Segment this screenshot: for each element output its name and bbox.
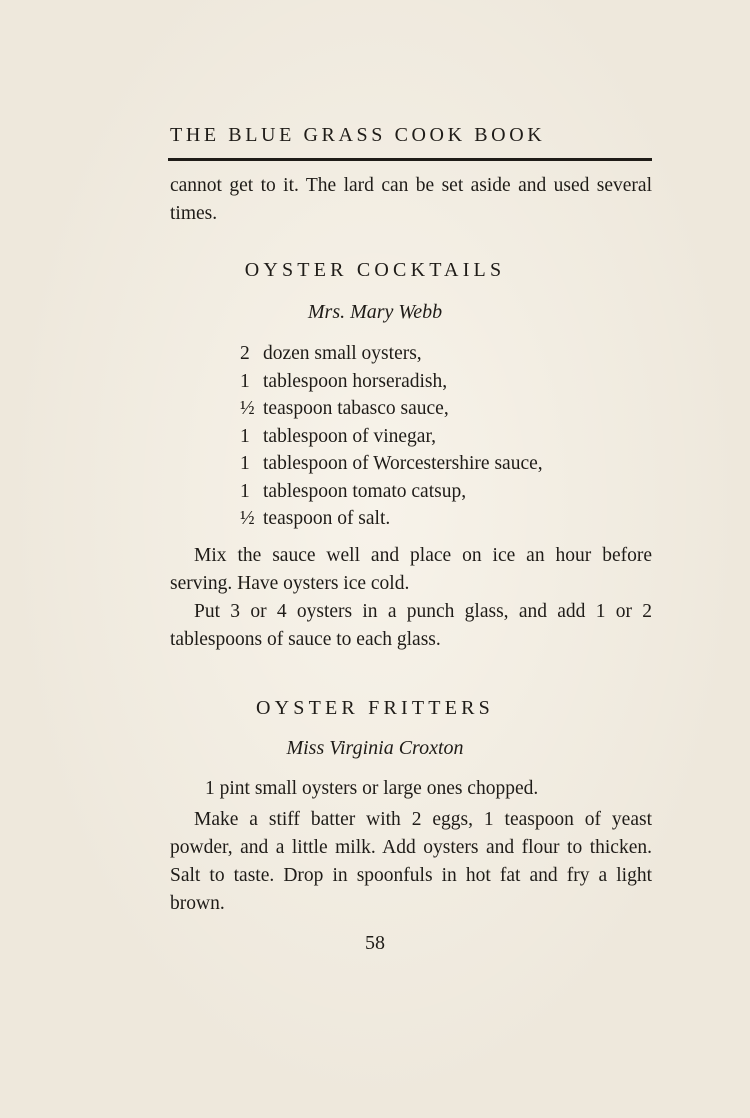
ingredient-text: teaspoon tabasco sauce, [263,398,449,419]
directions-paragraph: Make a stiff batter with 2 eggs, 1 teaspoon of yeast powder, and a little milk. Add oysters and flour to thicken. Salt to taste. Drop in spoonfuls in hot fat and fry a light brown. [170,809,652,914]
continued-paragraph: cannot get to it. The lard can be set aside and used several times. [170,175,652,224]
header-rule [168,158,652,161]
ingredient-item [240,340,660,368]
recipe-author-mary-webb: Mrs. Mary Webb [307,301,443,323]
ingredient-item [240,450,660,478]
directions-paragraph: Mix the sauce well and place on ice an hour before serving. Have oysters ice cold. [170,545,652,594]
ingredient-quantity: 1 [240,480,250,502]
ingredient-item [240,478,660,506]
ingredient-text: teaspoon of salt. [263,508,391,529]
page-number: 58 [365,932,385,954]
ingredient-text: dozen small oysters, [263,343,422,364]
ingredient-text: tablespoon tomato catsup, [263,480,467,502]
ingredient-quantity: 1 [240,425,250,447]
ingredient-item [240,505,660,533]
ingredient-item [240,423,660,451]
ingredient-item [240,368,660,396]
directions-paragraph: Put 3 or 4 oysters in a punch glass, and add 1 or 2 tablespoons of sauce to each glass. [170,601,652,650]
ingredient-item [240,395,660,423]
ingredient-quantity: 2 [240,343,250,364]
ingredient-quantity: ½ [240,398,255,419]
ingredient-text: tablespoon of Worcestershire sauce, [263,453,543,474]
ingredient-quantity: 1 [240,370,250,392]
ingredient-quantity: 1 [240,453,250,474]
ingredient-list [240,340,660,533]
ingredient-quantity: ½ [240,508,255,529]
ingredient-line: 1 pint small oysters or large ones chopped. [205,778,539,799]
recipe-title-oyster-cocktails: OYSTER COCKTAILS [244,259,506,281]
ingredient-text: tablespoon of vinegar, [263,425,437,447]
ingredient-text: tablespoon horseradish, [263,370,448,392]
recipe-author-virginia-croxton: Miss Virginia Croxton [286,737,464,759]
recipe-title-oyster-fritters: OYSTER FRITTERS [255,697,495,719]
running-head: THE BLUE GRASS COOK BOOK [170,124,546,146]
